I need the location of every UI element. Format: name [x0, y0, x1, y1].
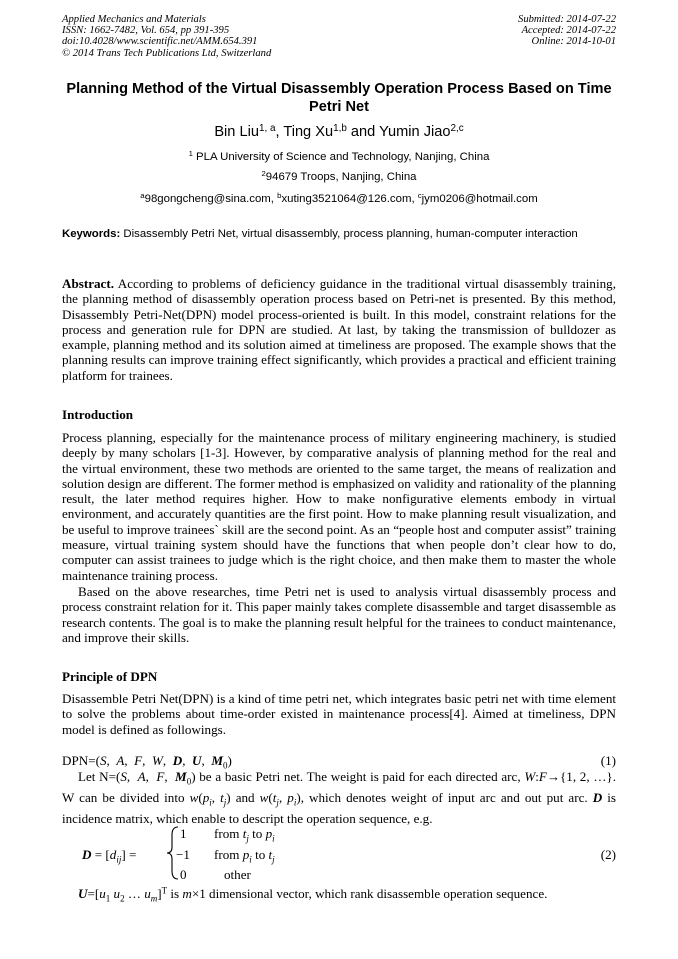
journal-doi: doi:10.4028/www.scientific.net/AMM.654.391 [62, 36, 258, 48]
case-value: 1 [180, 826, 187, 841]
author-sup: 1, a [258, 123, 276, 135]
date-accepted: Accepted: 2014-07-22 [521, 25, 616, 37]
affiliation-text: 94679 Troops, Nanjing, China [265, 171, 417, 183]
equation-1: DPN=(S, A, F, W, D, U, $M_0$) [62, 753, 232, 771]
author-sup: 1,b [333, 123, 347, 135]
author-sep: , [275, 124, 284, 140]
email-sup: a [140, 191, 145, 201]
case-text: from [214, 847, 243, 862]
equation-1-number: (1) [600, 753, 616, 768]
case-text: from [214, 826, 243, 841]
transpose-sup: T [161, 885, 168, 896]
author-sup: 2,c [450, 123, 464, 135]
email-sup: c [417, 191, 422, 201]
paper-title: Planning Method of the Virtual Disassembly Operation Process Based on Time Petri Net [66, 81, 612, 115]
introduction-paragraph-2: Based on the above researches, time Petri net is used to analysis virtual disassembly process and process constraint relation for it. This paper mainly takes complete disassemble and target disassemble as research contents. The goal is to make the planning result helpful for the trainees to conduct maintenance, and improve their skills. [62, 584, 616, 645]
journal-copyright: © 2014 Trans Tech Publications Ltd, Switzerland [62, 47, 272, 59]
equation-2-case-3 [180, 867, 251, 882]
email: xuting3521064@126.com, [281, 193, 418, 205]
section-heading-principle: Principle of DPN [62, 669, 158, 684]
affiliation-1 [62, 150, 616, 164]
author-line [62, 123, 616, 141]
text-fragment: ×1 dimensional vector, which rank disassemble operation sequence. [191, 886, 548, 901]
email-sup: b [277, 191, 282, 201]
case-value: 0 [180, 867, 187, 882]
text-fragment: ]$^T$ is [157, 885, 183, 901]
affiliation-text: PLA University of Science and Technology, Nanjing, China [192, 151, 490, 163]
journal-name: Applied Mechanics and Materials [62, 14, 206, 25]
introduction-paragraph-1: Process planning, especially for the maintenance process of military engineering machinery, is studied deeply by many scholars [1-3]. However, by comparative analysis of planning method for the real and the virtual environment, these two methods are oriented to the same target, the means of realization and solution design are different. The former method is emphasized on validity and rationality of the planning result, the later method requires higher. How to make nonfigurative elements embody in virtual environment, and accurately quantities are the first point. How to make planning result visualization, and be useful to improve trainees` skill are the second point. As an “people host and computer assist” training measure, virtual training system should have the functions that when people don’t clear how to do, computer can assist trainees to judge which is the right choice, and then make them to master the whole maintenance training process. [62, 430, 616, 583]
abstract-label: Abstract. [62, 276, 114, 291]
email-line [62, 192, 616, 206]
text-fragment: =[ [87, 886, 100, 901]
principle-paragraph-2: Let N=(S, A, F, $M_0$) be a basic Petri net. The weight is paid for each directed arc, W:F→{1, 2, …}. W can be divided into $w(p_i$, $t_j$) and $w(t_j$, $p_i$), which denotes weight of input arc and out put arc. D is incidence matrix, which enable to descript the operation sequence, e.g. [62, 769, 616, 826]
affiliation-2 [62, 170, 616, 184]
abstract-text: According to problems of deficiency guidance in the traditional virtual disassembly training, the planning method of disassembly operation process based on Petri-net is presented. By this method, Disassembly Petri-Net(DPN) model process-oriented is built. In this model, constraint relations for the process and generation rule for DPN are studied. At last, by taking the transmission of bulldozer as example, planning method and its solution aimed at timeliness are proposed. The example shows that the planning results can improve training effect significantly, which provides a practical and efficient training platform for trainees. [62, 276, 616, 383]
case-text: other [224, 867, 251, 882]
date-online: Online: 2014-10-01 [531, 36, 616, 48]
equation-2-number: (2) [600, 847, 616, 862]
journal-issn: ISSN: 1662-7482, Vol. 654, pp 391-395 [62, 25, 230, 37]
author-name: Bin Liu [214, 124, 259, 140]
author-name: Ting Xu [283, 124, 334, 140]
affiliation-sup: 1 [188, 149, 193, 159]
keywords-label: Keywords: [62, 228, 121, 240]
abstract [62, 276, 616, 383]
case-value: −1 [176, 847, 190, 862]
section-heading-introduction: Introduction [62, 407, 134, 422]
keywords [62, 227, 616, 241]
journal-header-left [62, 14, 271, 59]
equation-2-lhs: $D = [d_{ij}]$ = [82, 847, 137, 865]
equation-2-case-1: 1 from $t_j$ to $p_i$ [180, 826, 275, 844]
date-submitted: Submitted: 2014-07-22 [518, 14, 616, 25]
keywords-text: Disassembly Petri Net, virtual disassembly, process planning, human-computer interaction [120, 228, 578, 240]
principle-paragraph-1: Disassemble Petri Net(DPN) is a kind of time petri net, which integrates basic petri net with time element to solve the problems about time-order existed in maintenance process[4]. Aimed at timeliness, DPN model is defined as followings. [62, 691, 616, 737]
affiliation-sup: 2 [261, 169, 266, 179]
principle-last-line: $U=[u_1$ $u_2$ … $u_m]^T$ is m×1 dimensional vector, which rank disassemble operation sequence. [78, 885, 548, 904]
author-sep: and [346, 124, 380, 140]
journal-header-right [518, 14, 616, 48]
email: 98gongcheng@sina.com, [144, 193, 278, 205]
author-name: Yumin Jiao [379, 124, 451, 140]
email: jym0206@hotmail.com [421, 193, 538, 205]
equation-2-case-2: −1 from $p_i$ to $t_j$ [176, 847, 275, 865]
